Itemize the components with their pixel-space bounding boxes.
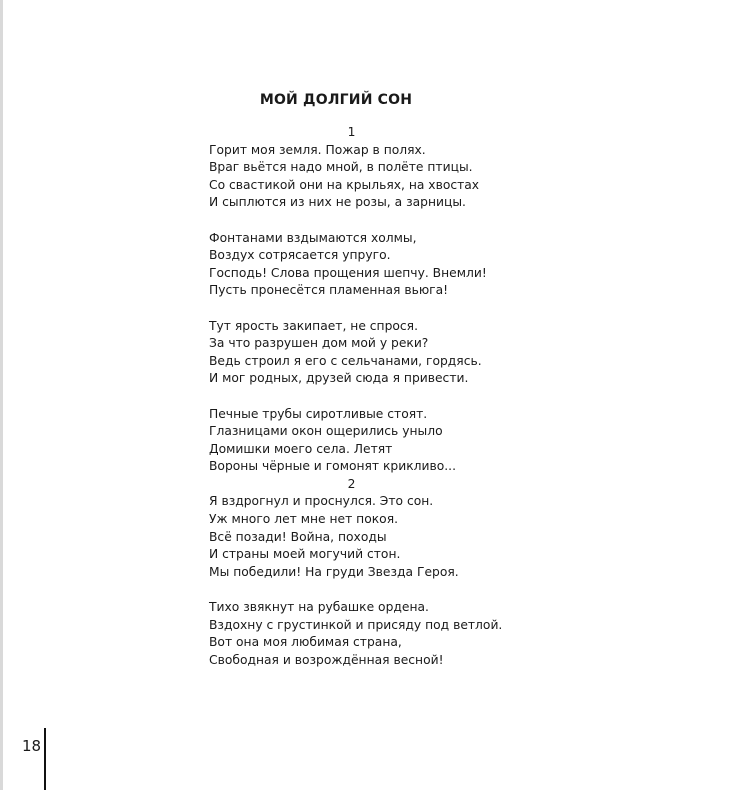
- poem-line: Фонтанами вздымаются холмы,: [209, 230, 417, 245]
- poem-line: Вздохну с грустинкой и присяду под ветлой.: [209, 617, 503, 632]
- poem-line: Тут ярость закипает, не спрося.: [209, 318, 418, 333]
- stanza: [209, 599, 539, 669]
- part-number: 2: [347, 476, 356, 491]
- poem-line: Глазницами окон ощерились уныло: [209, 424, 443, 439]
- page-number-rule: [44, 728, 46, 790]
- poem-line: Свободная и возрождённая весной!: [209, 652, 444, 667]
- poem-line: За что разрушен дом мой у реки?: [209, 336, 429, 351]
- poem-body: [209, 124, 539, 669]
- poem-line: Горит моя земля. Пожар в полях.: [209, 142, 426, 157]
- stanza-gap: [209, 388, 539, 406]
- stanza-gap: [209, 212, 539, 230]
- poem-line: И мог родных, друзей сюда я привести.: [209, 371, 469, 386]
- poem-line: Воздух сотрясается упруго.: [209, 248, 391, 263]
- stanza: [209, 318, 539, 388]
- stanza-gap: [209, 581, 539, 599]
- poem-line: Домишки моего села. Летят: [209, 441, 393, 456]
- poem-title: МОЙ ДОЛГИЙ СОН: [259, 92, 413, 108]
- stanza: [209, 230, 539, 300]
- stanza: [209, 142, 539, 212]
- poem-line: Всё позади! Война, походы: [209, 529, 387, 544]
- poem-line: И сыплются из них не розы, а зарницы.: [209, 195, 466, 210]
- page-number: 18: [22, 737, 42, 755]
- poem-line: Ведь строил я его с сельчанами, гордясь.: [209, 353, 482, 368]
- poem-line: Вот она моя любимая страна,: [209, 635, 402, 650]
- poem-line: Печные трубы сиротливые стоят.: [209, 406, 428, 421]
- stanza: [209, 406, 539, 476]
- poem-line: Господь! Слова прощения шепчу. Внемли!: [209, 265, 487, 280]
- poem-line: И страны моей могучий стон.: [209, 547, 401, 562]
- poem-line: Мы победили! На груди Звезда Героя.: [209, 564, 459, 579]
- poem-line: Тихо звякнут на рубашке ордена.: [209, 600, 429, 615]
- poem-line: Я вздрогнул и проснулся. Это сон.: [209, 494, 434, 509]
- stanza: [209, 493, 539, 581]
- poem-line: Вороны чёрные и гомонят крикливо...: [209, 459, 457, 474]
- poem-line: Пусть пронесётся пламенная вьюга!: [209, 283, 449, 298]
- stanza-gap: [209, 300, 539, 318]
- part-number: 1: [347, 125, 356, 139]
- poem-line: Со свастикой они на крыльях, на хвостах: [209, 177, 480, 192]
- poem-line: Враг вьётся надо мной, в полёте птицы.: [209, 160, 473, 175]
- page-gutter-shade: [0, 0, 3, 790]
- poem-line: Уж много лет мне нет покоя.: [209, 512, 398, 527]
